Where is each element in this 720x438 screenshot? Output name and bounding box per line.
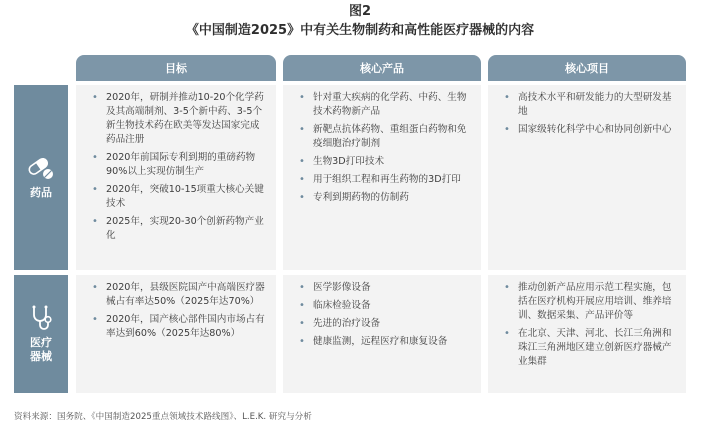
row-label-pharmaceuticals [14, 85, 68, 270]
row-label-medical-devices [14, 275, 68, 393]
cell-devices-projects [488, 275, 686, 393]
list-item: • 用于组织工程和再生药物的3D打印 [291, 173, 473, 187]
list-item: • 2020年，研制并推动10-20个化学药及其高端制剂、3-5个新中药、3-5个新生物技术药在欧美等发达国家完成药品注册 [84, 91, 268, 147]
list-item: • 国家级转化科学中心和协同创新中心 [496, 123, 678, 137]
cell-pharma-projects [488, 85, 686, 270]
column-header-core-products: 核心产品 [283, 55, 481, 81]
list-item: • 专利到期药物的仿制药 [291, 191, 473, 205]
pill-icon [26, 156, 56, 182]
figure-title-block [0, 4, 720, 40]
list-item: • 先进的治疗设备 [291, 317, 473, 331]
list-item: • 推动创新产品应用示范工程实施，包括在医疗机构开展应用培训、维养培训、数据采集、产品评价等 [496, 281, 678, 323]
list-item: • 生物3D打印技术 [291, 155, 473, 169]
row-label-text: 医疗器械 [30, 336, 52, 363]
list-item: • 2020年，突破10-15项重大核心关键技术 [84, 183, 268, 211]
list-item: • 2020年，县级医院国产中高端医疗器械占有率达50%（2025年达70%） [84, 281, 268, 309]
list-item: • 新靶点抗体药物、重组蛋白药物和免疫细胞治疗制剂 [291, 123, 473, 151]
list-item: • 健康监测，远程医疗和康复设备 [291, 335, 473, 349]
cell-pharma-goals [76, 85, 276, 270]
cell-devices-products [283, 275, 481, 393]
list-item: • 高技术水平和研发能力的大型研发基地 [496, 91, 678, 119]
list-item: • 2020年前国际专利到期的重磅药物90%以上实现仿制生产 [84, 151, 268, 179]
column-header-goals: 目标 [76, 55, 276, 81]
list-item: • 2025年，实现20-30个创新药物产业化 [84, 215, 268, 243]
cell-pharma-products [283, 85, 481, 270]
list-item: • 2020年，国产核心部件国内市场占有率达到60%（2025年达80%） [84, 313, 268, 341]
stethoscope-icon [26, 304, 56, 332]
figure-number: 图2 [348, 4, 372, 19]
list-item: • 医学影像设备 [291, 281, 473, 295]
list-item: • 在北京、天津、河北、长江三角洲和珠江三角洲地区建立创新医疗器械产业集群 [496, 327, 678, 369]
list-item: • 临床检验设备 [291, 299, 473, 313]
source-footnote: 资料来源：国务院、《中国制造2025重点领域技术路线图》、L.E.K. 研究与分析 [14, 412, 312, 422]
list-item: • 针对重大疾病的化学药、中药、生物技术药物新产品 [291, 91, 473, 119]
figure-title: 《中国制造2025》中有关生物制药和高性能医疗器械的内容 [185, 23, 535, 38]
cell-devices-goals [76, 275, 276, 393]
column-header-core-projects: 核心项目 [488, 55, 686, 81]
row-label-text: 药品 [30, 185, 52, 199]
